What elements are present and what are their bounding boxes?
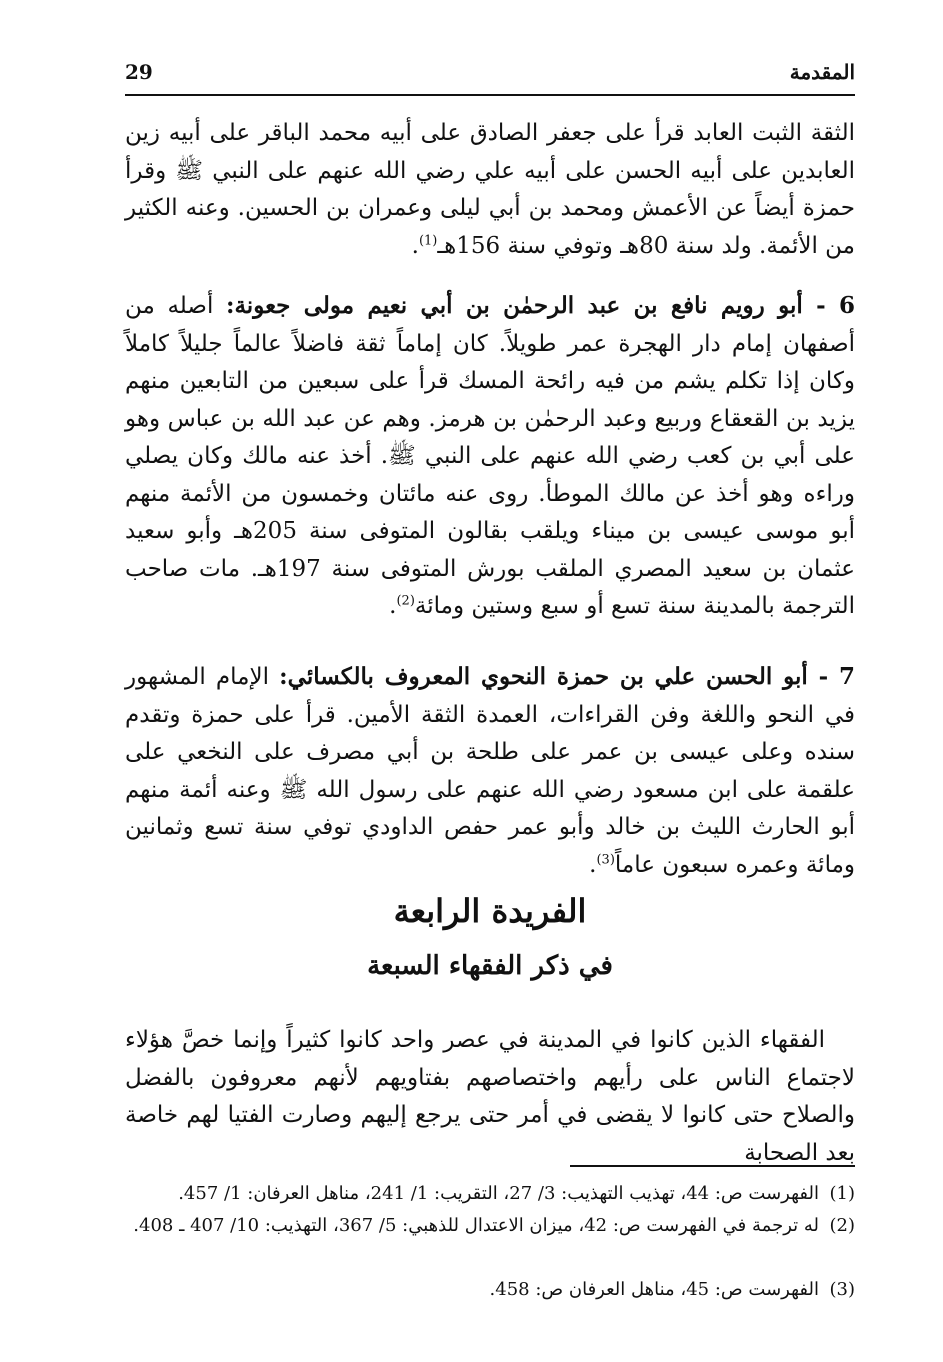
paragraph-end: . <box>389 593 397 619</box>
footnote-ref[interactable]: (3) <box>596 851 615 867</box>
footnote-text: له ترجمة في الفهرست ص: 42، ميزان الاعتدال للذهبي: 5/ 367، التهذيب: 10/ 407 ـ 408. <box>133 1215 819 1236</box>
paragraph-entry-6 <box>125 287 855 626</box>
paragraph-end: . <box>589 851 597 878</box>
footnote-number: (1) <box>829 1183 855 1204</box>
footnote <box>125 1276 855 1303</box>
entry-text: أصله من أصفهان إمام دار الهجرة عمر طويلاً. كان إماماً ثقة فاضلاً عالماً جليلاً كاملاً وكان إذا تكلم يشم من فيه رائحة المسك قرأ على سبعين من التابعين منهم يزيد بن القعقاع وربيع وعبد الرحمٰن بن هرمز. وهم عن عبد الله بن عباس وهو على أبي بن كعب رضي الله عنهم على النبي ﷺ. أخذ عنه مالك وكان يصلي وراءه وهو أخذ عن مالك الموطأ. روى عنه مائتان وخمسون من الأئمة منهم أبو موسى عيسى بن ميناء ويلقب بقالون المتوفى سنة 205هـ وأبو سعيد عثمان بن سعيد المصري الملقب بورش المتوفى سنة 197هـ. مات صاحب الترجمة بالمدينة سنة تسع أو سبع وستين ومائة <box>125 293 855 619</box>
running-header <box>125 52 855 92</box>
footnote-number: (3) <box>829 1279 855 1300</box>
paragraph-text: الفقهاء الذين كانوا في المدينة في عصر واحد كانوا كثيراً وإنما خصَّ هؤلاء لاجتماع الناس على رأيهم واختصاصهم بفتاويهم لأنهم معروفون بالفضل والصلاح حتى كانوا لا يقضى في أمر حتى يرجع إليهم وصارت الفتيا لهم خاصة بعد الصحابة <box>125 1027 855 1166</box>
footnote <box>125 1212 855 1239</box>
entry-text: الإمام المشهور في النحو واللغة وفن القراءات، العمدة الثقة الأمين. قرأ على حمزة وتقدم سنده وعلى عيسى بن عمر على طلحة بن أبي مصرف على النخعي على علقمة على ابن مسعود رضي الله عنهم على رسول الله ﷺ وعنه أئمة منهم أبو الحارث الليث بن خالد وأبو عمر حفص الداودي توفي سنة تسع وثمانين ومائة وعمره سبعون عاماً <box>125 664 855 878</box>
footnote-rule <box>570 1165 855 1167</box>
page-number: 29 <box>125 60 153 84</box>
chapter-title: المقدمة <box>789 60 855 84</box>
section-title: الفريدة الرابعة <box>393 892 587 930</box>
footnote-number: (2) <box>829 1215 855 1236</box>
header-rule <box>125 94 855 96</box>
entry-title: 6 - أبو رويم نافع بن عبد الرحمٰن بن أبي نعيم مولى جعونة: <box>225 292 855 319</box>
paragraph-fuqaha <box>125 1022 855 1172</box>
footnote <box>125 1180 855 1207</box>
footnote-text: الفهرست ص: 44، تهذيب التهذيب: 3/ 27، التقريب: 1/ 241، مناهل العرفان: 1/ 457. <box>178 1183 819 1204</box>
paragraph-intro <box>125 115 855 265</box>
paragraph-end: . <box>411 232 419 259</box>
footnote-ref[interactable]: (2) <box>396 593 415 609</box>
entry-title: 7 - أبو الحسن علي بن حمزة النحوي المعروف بالكسائي: <box>279 663 855 690</box>
section-subtitle: في ذكر الفقهاء السبعة <box>367 951 613 981</box>
paragraph-entry-7 <box>125 658 855 884</box>
paragraph-text: الثقة الثبت العابد قرأ على جعفر الصادق على أبيه محمد الباقر على أبيه زين العابدين على أبيه الحسن على أبيه علي رضي الله عنهم على النبي ﷺ وقرأ حمزة أيضاً عن الأعمش ومحمد بن أبي ليلى وعمران بن الحسين. وعنه الكثير من الأئمة. ولد سنة 80هـ وتوفي سنة 156هـ <box>125 120 855 259</box>
footnote-ref[interactable]: (1) <box>418 232 438 248</box>
footnote-text: الفهرست ص: 45، مناهل العرفان ص: 458. <box>489 1279 819 1300</box>
